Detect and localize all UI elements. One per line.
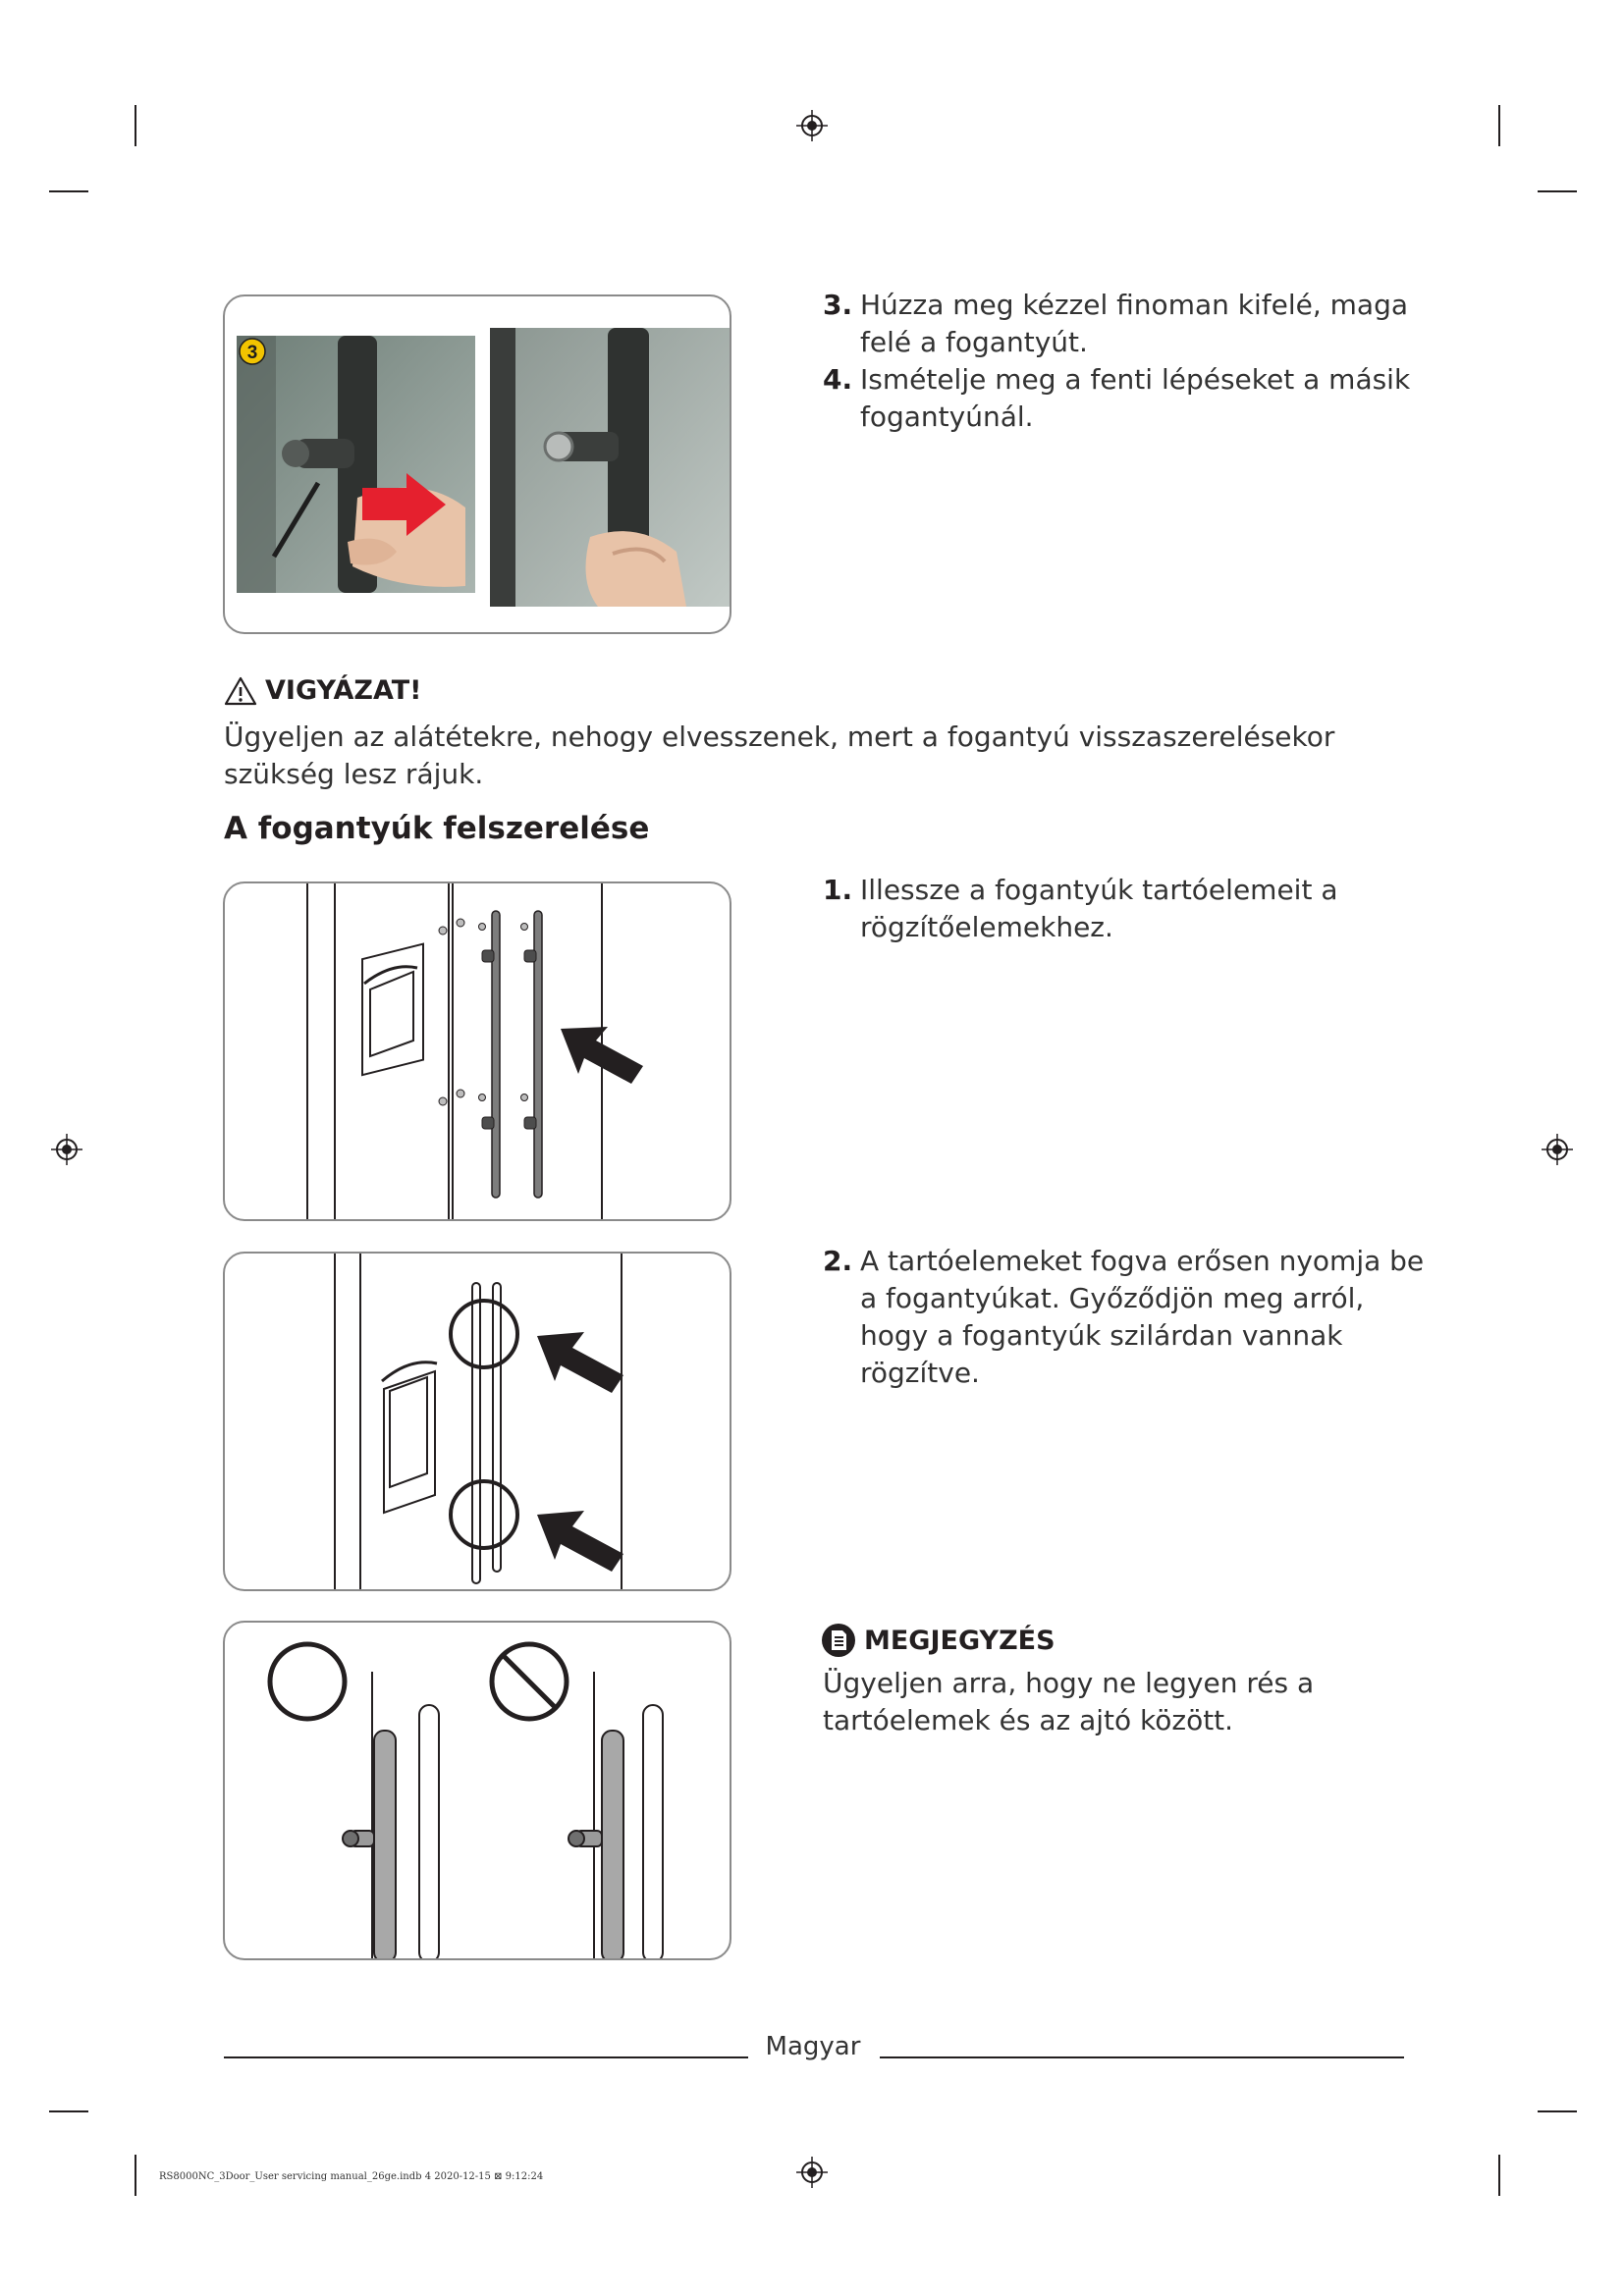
crop-mark	[1498, 105, 1500, 146]
caution-text: Ügyeljen az alátétekre, nehogy elvesszenek, mert a fogantyú visszaszerelésekor szükség lesz rájuk.	[224, 721, 1335, 790]
print-imprint: RS8000NC_3Door_User servicing manual_26ge.indb 4 2020-12-15 ⊠ 9:12:24	[159, 2171, 544, 2182]
registration-mark-icon	[51, 1134, 82, 1165]
step-3	[823, 287, 1432, 361]
footer-rule-left	[224, 2056, 748, 2058]
highlight-circle	[451, 1301, 517, 1367]
note-text: Ügyeljen arra, hogy ne legyen rés a tartóelemek és az ajtó között.	[823, 1667, 1315, 1736]
arrow-icon	[537, 1332, 623, 1393]
prohibited-icon	[492, 1644, 567, 1719]
note-title: MEGJEGYZÉS	[864, 1625, 1056, 1656]
removal-steps-list	[823, 287, 1432, 436]
step-number: 4.	[823, 363, 853, 396]
registration-mark-icon	[796, 110, 828, 141]
crop-mark	[1538, 190, 1577, 192]
handle-mounting-diagram	[223, 881, 731, 1221]
step-number: 3.	[823, 289, 853, 321]
arrow-icon	[537, 1511, 623, 1572]
registration-mark-icon	[1542, 1134, 1573, 1165]
caution-heading	[224, 675, 421, 706]
gap-check-illustration	[225, 1623, 731, 1960]
mounting-step-1	[823, 872, 1432, 946]
registration-mark-icon	[796, 2157, 828, 2188]
handle-photos	[225, 296, 731, 634]
step-text: Ismételje meg a fenti lépéseket a másik fogantyúnál.	[860, 363, 1411, 433]
step-text: A tartóelemeket fogva erősen nyomja be a fogantyúkat. Győződjön meg arról, hogy a fogantyúk szilárdan vannak rögzítve.	[860, 1245, 1425, 1389]
handle-removal-photo-figure	[223, 294, 731, 634]
caution-title: VIGYÁZAT!	[265, 675, 422, 706]
footer-language: Magyar	[765, 2032, 861, 2061]
crop-mark	[135, 2155, 136, 2196]
crop-mark	[49, 190, 88, 192]
warning-triangle-icon	[224, 676, 257, 706]
section-title: A fogantyúk felszerelése	[224, 811, 650, 846]
correct-circle-icon	[270, 1644, 345, 1719]
crop-mark	[1538, 2110, 1577, 2112]
note-icon	[821, 1623, 856, 1658]
footer-rule-right	[880, 2056, 1404, 2058]
crop-mark	[1498, 2155, 1500, 2196]
step-4	[823, 361, 1432, 436]
note-heading	[821, 1623, 1056, 1658]
step-2	[823, 1243, 1432, 1392]
step-text: Illessze a fogantyúk tartóelemeit a rögzítőelemekhez.	[860, 874, 1338, 943]
handle-press-diagram	[223, 1252, 731, 1591]
gap-check-diagram	[223, 1621, 731, 1960]
step-1	[823, 872, 1432, 946]
step-number: 2.	[823, 1245, 853, 1277]
crop-mark	[49, 2110, 88, 2112]
highlight-circle	[451, 1481, 517, 1548]
mounting-diagram	[225, 883, 731, 1221]
step-number: 1.	[823, 874, 853, 906]
crop-mark	[135, 105, 136, 146]
mounting-step-2	[823, 1243, 1432, 1392]
step-badge-label: 3	[246, 343, 258, 363]
press-diagram	[225, 1254, 731, 1591]
step-text: Húzza meg kézzel finoman kifelé, maga felé a fogantyút.	[860, 289, 1409, 358]
